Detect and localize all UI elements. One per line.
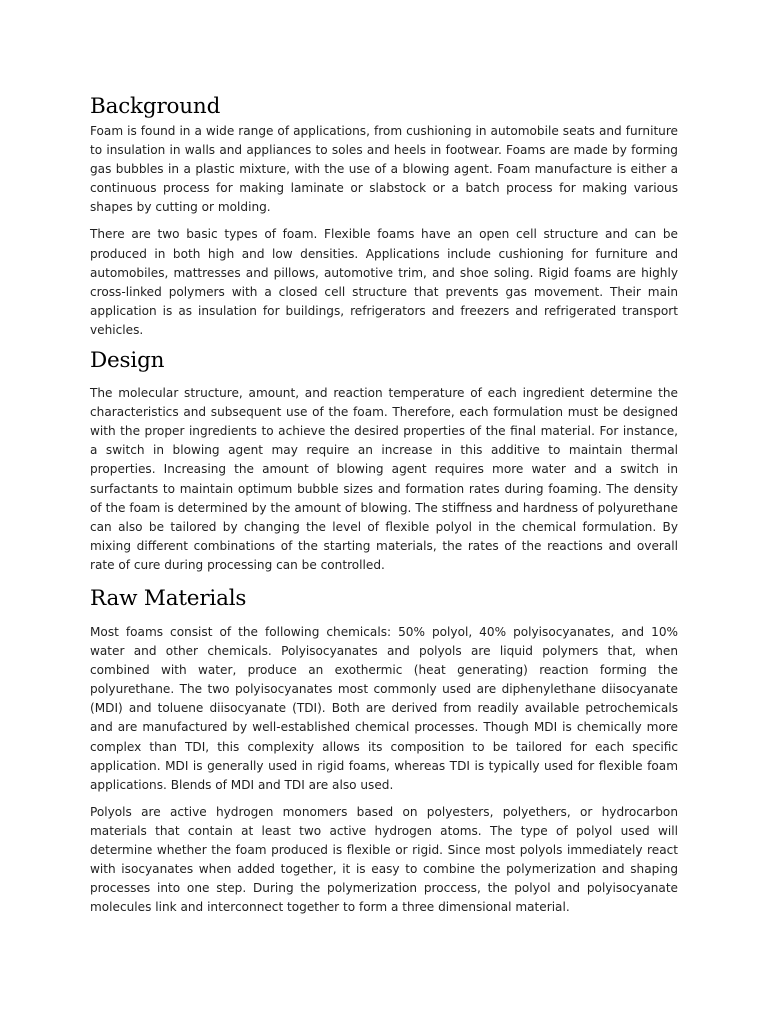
paragraph: Most foams consist of the following chemicals: 50% polyol, 40% polyisocyanates, and 10% water and other chemicals. Polyisocyanates and polyols are liquid polymers that, when combined with water, produce an exothermic (heat generating) reaction forming the polyurethane. The two polyisocyanates most commonly used are diphenylethane diisocyanate (MDI) and toluene diisocyanate (TDI). Both are derived from readily available petrochemicals and are manufactured by well-established chemical processes. Though MDI is chemically more complex than TDI, this complexity allows its composition to be tailored for each specific application. MDI is generally used in rigid foams, whereas TDI is typically used for flexible foam applications. Blends of MDI and TDI are also used. [90, 624, 678, 792]
paragraph: The molecular structure, amount, and reaction temperature of each ingredient determine the characteristics and subsequent use of the foam. Therefore, each formulation must be designed with the proper ingredients to achieve the desired properties of the final material. For instance, a switch in blowing agent may require an increase in this additive to maintain thermal properties. Increasing the amount of blowing agent requires more water and a switch in surfactants to maintain optimum bubble sizes and formation rates during foaming. The density of the foam is determined by the amount of blowing. The stiffness and hardness of polyurethane can also be tailored by changing the level of flexible polyol in the chemical formulation. By mixing different combinations of the starting materials, the rates of the reactions and overall rate of cure during processing can be controlled. [90, 386, 678, 572]
section-heading-background: Background [90, 94, 221, 119]
paragraph: Polyols are active hydrogen monomers based on polyesters, polyethers, or hydrocarbon materials that contain at least two active hydrogen atoms. The type of polyol used will determine whether the foam produced is flexible or rigid. Since most polyols immediately react with isocyanates when added together, it is easy to combine the polymerization and shaping processes into one step. During the polymerization proccess, the polyol and polyisocyanate molecules link and interconnect together to form a three dimensional material. [90, 804, 678, 915]
section-heading-design: Design [90, 348, 165, 374]
document-page [90, 92, 678, 917]
paragraph: There are two basic types of foam. Flexible foams have an open cell structure and can be produced in both high and low densities. Applications include cushioning for furniture and automobiles, mattresses and pillows, automotive trim, and shoe soling. Rigid foams are highly cross-linked polymers with a closed cell structure that prevents gas movement. Their main application is as insulation for buildings, refrigerators and freezers and refrigerated transport vehicles. [90, 227, 678, 337]
paragraph: Foam is found in a wide range of applications, from cushioning in automobile seats and furniture to insulation in walls and appliances to soles and heels in footwear. Foams are made by forming gas bubbles in a plastic mixture, with the use of a blowing agent. Foam manufacture is either a continuous process for making laminate or slabstock or a batch process for making various shapes by cutting or molding. [90, 124, 678, 215]
section-heading-raw-materials: Raw Materials [90, 585, 247, 611]
